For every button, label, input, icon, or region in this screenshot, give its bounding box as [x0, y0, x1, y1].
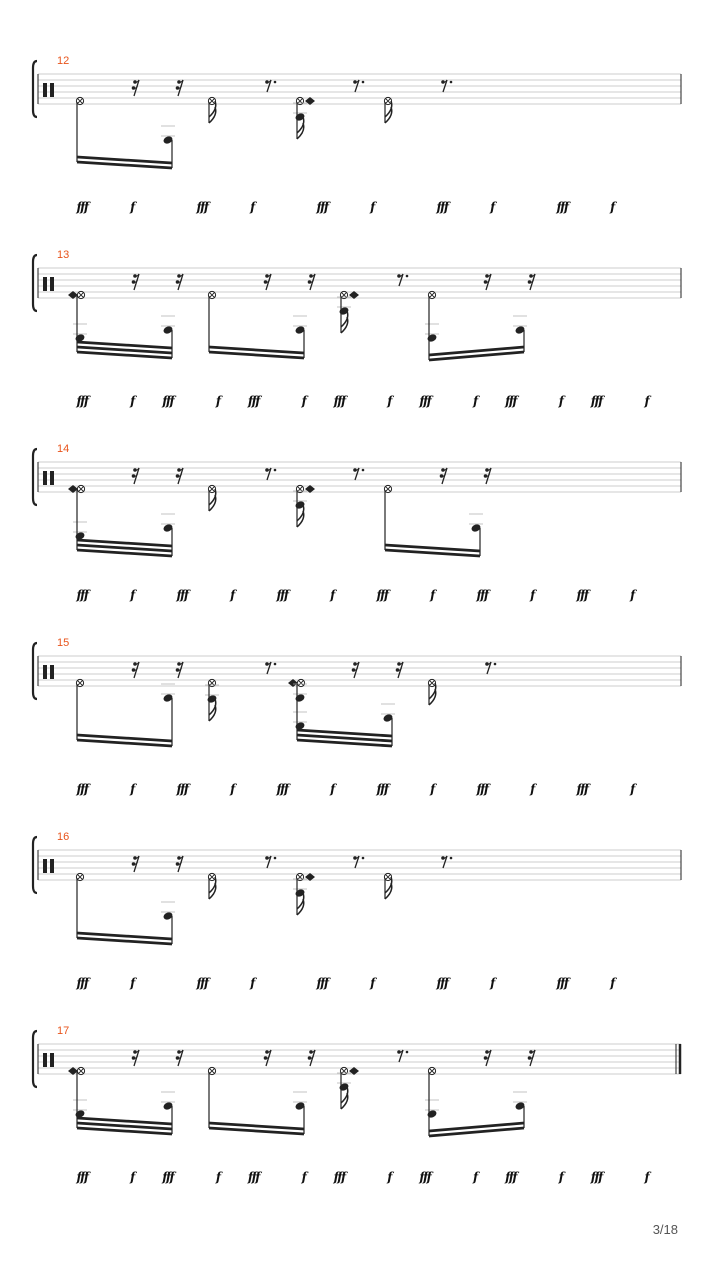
dynamic-fortississimo: fff	[576, 588, 588, 602]
dynamic-forte: f	[644, 1170, 649, 1184]
dynamic-forte: f	[370, 200, 374, 214]
dynamic-forte: f	[130, 1170, 134, 1184]
dynamic-forte: f	[130, 782, 134, 796]
system-15	[33, 643, 681, 746]
dynamic-forte: f	[610, 976, 614, 990]
dynamic-fortississimo: fff	[76, 200, 88, 214]
dynamic-forte: f	[215, 1170, 220, 1184]
dynamic-forte: f	[558, 1170, 563, 1184]
augmentation-dot	[362, 469, 365, 472]
dynamic-forte: f	[610, 200, 614, 214]
dynamic-forte: f	[558, 394, 563, 408]
page-number: 3/18	[652, 1222, 678, 1237]
dynamic-fortississimo: fff	[436, 976, 448, 990]
measure-number: 12	[57, 55, 70, 67]
dynamic-forte: f	[301, 394, 306, 408]
notehead	[426, 333, 437, 343]
dynamic-forte: f	[630, 782, 634, 796]
percussion-clef-bar	[50, 83, 54, 97]
dynamic-forte: f	[230, 782, 234, 796]
measure-number: 13	[57, 249, 70, 261]
dynamic-fortississimo: fff	[76, 1170, 88, 1184]
dynamic-fortississimo: fff	[556, 976, 568, 990]
dynamic-fortississimo: fff	[162, 394, 174, 408]
dynamic-fortississimo: fff	[276, 782, 288, 796]
dynamic-fortississimo: fff	[505, 1170, 517, 1184]
dynamic-forte: f	[130, 588, 134, 602]
dynamic-forte: f	[430, 588, 434, 602]
dynamic-fortississimo: fff	[376, 782, 388, 796]
system-16	[33, 837, 681, 944]
system-bracket	[33, 61, 37, 117]
dynamic-fortississimo: fff	[556, 200, 568, 214]
measure-number: 14	[57, 443, 70, 455]
dynamic-forte: f	[644, 394, 649, 408]
system-bracket	[33, 449, 37, 505]
system-bracket	[33, 1031, 37, 1087]
dynamic-fortississimo: fff	[333, 1170, 345, 1184]
dynamic-forte: f	[387, 1170, 391, 1184]
measure-number: 17	[57, 1025, 70, 1037]
system-12	[33, 61, 681, 168]
percussion-clef-bar	[43, 1053, 47, 1067]
dynamic-fortississimo: fff	[76, 588, 88, 602]
dynamic-fortississimo: fff	[162, 1170, 174, 1184]
dynamic-fortississimo: fff	[316, 200, 328, 214]
dynamic-fortississimo: fff	[476, 588, 488, 602]
dynamic-forte: f	[330, 588, 334, 602]
dynamic-forte: f	[250, 200, 254, 214]
dynamic-fortississimo: fff	[276, 588, 288, 602]
dynamic-forte: f	[215, 394, 220, 408]
percussion-clef-bar	[50, 1053, 54, 1067]
dynamic-fortississimo: fff	[176, 588, 188, 602]
dynamic-fortississimo: fff	[316, 976, 328, 990]
percussion-clef-bar	[43, 859, 47, 873]
system-bracket	[33, 643, 37, 699]
dynamic-fortississimo: fff	[590, 394, 602, 408]
dynamic-forte: f	[490, 200, 494, 214]
augmentation-dot	[494, 663, 497, 666]
system-17	[33, 1031, 681, 1136]
dynamic-fortississimo: fff	[576, 782, 588, 796]
augmentation-dot	[362, 81, 365, 84]
dynamic-fortississimo: fff	[333, 394, 345, 408]
measure-number: 16	[57, 831, 70, 843]
dynamic-fortississimo: fff	[247, 394, 259, 408]
dynamic-fortississimo: fff	[376, 588, 388, 602]
dynamic-forte: f	[130, 200, 134, 214]
augmentation-dot	[362, 857, 365, 860]
measure-number: 15	[57, 637, 70, 649]
dynamic-fortississimo: fff	[436, 200, 448, 214]
percussion-clef-bar	[43, 277, 47, 291]
dynamic-fortississimo: fff	[419, 1170, 431, 1184]
dynamic-forte: f	[230, 588, 234, 602]
dynamic-fortississimo: fff	[76, 394, 88, 408]
augmentation-dot	[274, 469, 277, 472]
notehead	[426, 1109, 437, 1119]
dynamic-fortississimo: fff	[476, 782, 488, 796]
dynamic-forte: f	[473, 1170, 477, 1184]
system-bracket	[33, 837, 37, 893]
dynamic-forte: f	[387, 394, 391, 408]
dynamic-forte: f	[250, 976, 254, 990]
dynamic-forte: f	[430, 782, 434, 796]
dynamic-forte: f	[130, 394, 134, 408]
dynamic-fortississimo: fff	[419, 394, 431, 408]
augmentation-dot	[406, 1051, 409, 1054]
dynamic-fortississimo: fff	[196, 976, 208, 990]
system-bracket	[33, 255, 37, 311]
dynamic-forte: f	[130, 976, 134, 990]
dynamic-forte: f	[301, 1170, 306, 1184]
system-14	[33, 449, 681, 556]
dynamic-forte: f	[530, 782, 534, 796]
percussion-clef-bar	[43, 665, 47, 679]
notehead	[294, 693, 305, 703]
percussion-clef-bar	[43, 471, 47, 485]
dynamic-fortississimo: fff	[76, 782, 88, 796]
augmentation-dot	[274, 663, 277, 666]
percussion-clef-bar	[43, 83, 47, 97]
dynamic-fortississimo: fff	[176, 782, 188, 796]
dynamic-fortississimo: fff	[196, 200, 208, 214]
percussion-clef-bar	[50, 665, 54, 679]
dynamic-forte: f	[630, 588, 634, 602]
augmentation-dot	[406, 275, 409, 278]
augmentation-dot	[450, 857, 453, 860]
dynamic-forte: f	[473, 394, 477, 408]
system-13	[33, 255, 681, 360]
dynamic-forte: f	[330, 782, 334, 796]
percussion-clef-bar	[50, 277, 54, 291]
percussion-clef-bar	[50, 859, 54, 873]
dynamic-fortississimo: fff	[590, 1170, 602, 1184]
augmentation-dot	[274, 857, 277, 860]
dynamic-forte: f	[370, 976, 374, 990]
dynamic-fortississimo: fff	[247, 1170, 259, 1184]
dynamic-fortississimo: fff	[505, 394, 517, 408]
dynamic-fortississimo: fff	[76, 976, 88, 990]
augmentation-dot	[274, 81, 277, 84]
augmentation-dot	[450, 81, 453, 84]
dynamic-forte: f	[530, 588, 534, 602]
dynamic-forte: f	[490, 976, 494, 990]
percussion-clef-bar	[50, 471, 54, 485]
